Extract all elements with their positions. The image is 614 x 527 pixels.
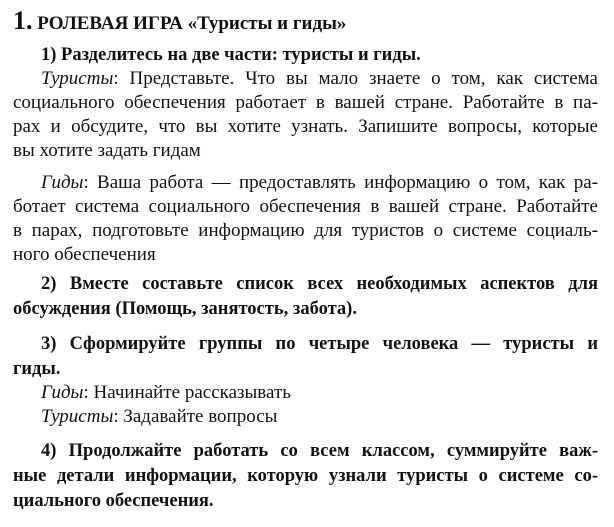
task-4-line-1: 4) Продолжайте работать со всем классом, суммируйте важ- <box>41 441 598 461</box>
tourists-text-1: : Представьте. Что вы мало знаете о том, как система <box>113 68 598 89</box>
exercise-title <box>13 6 346 39</box>
exercise-title-text: РОЛЕВАЯ ИГРА «Туристы и гиды» <box>37 13 347 34</box>
exercise-number: 1. <box>13 6 33 35</box>
task-3-tourists-line <box>41 406 598 428</box>
task-1-guides-line-1 <box>41 172 598 194</box>
guides-text-1: : Ваша работа — предоставлять информацию о том, как ра- <box>83 172 598 193</box>
task-2-line-1: 2) Вместе составьте список всех необходимых аспектов для <box>41 274 598 294</box>
task-4-line-2: ные детали информации, которую узнали туристы о системе со- <box>13 466 598 486</box>
task-3-guides-text: : Начинайте рассказывать <box>83 382 291 403</box>
task-3-guides-line <box>41 382 598 404</box>
tourists-label: Туристы <box>41 68 114 89</box>
task-3-tourists-text: : Задавайте вопросы <box>113 406 278 427</box>
task-1-tourists-line-3: рах и обсудите, что вы хотите узнать. Запишите вопросы, которые <box>13 116 598 137</box>
task-1-guides-line-3: в парах, подготовьте информацию для туристов о системе социаль- <box>13 220 598 241</box>
task-1-tourists-line-4: вы хотите задать гидам <box>13 140 201 161</box>
task-3-line-2: гиды. <box>13 359 61 379</box>
task-3-guides-label: Гиды <box>41 382 84 403</box>
task-1-tourists-line-2: социального обеспечения работает в вашей стране. Работайте в па- <box>13 92 598 113</box>
task-3-line-1: 3) Сформируйте группы по четыре человека — туристы и <box>41 334 598 354</box>
task-1-tourists-line-1 <box>41 68 598 90</box>
task-1-guides-line-2: ботает система социального обеспечения в вашей стране. Работайте <box>13 196 598 217</box>
task-1-guides-line-4: ного обеспечения <box>13 244 156 265</box>
task-2-line-2: обсуждения (Помощь, занятость, забота). <box>13 299 357 319</box>
task-1-heading: 1) Разделитесь на две части: туристы и гиды. <box>41 45 421 65</box>
task-4-line-3: циального обеспечения. <box>13 491 214 511</box>
task-3-tourists-label: Туристы <box>41 406 114 427</box>
guides-label: Гиды <box>41 172 84 193</box>
